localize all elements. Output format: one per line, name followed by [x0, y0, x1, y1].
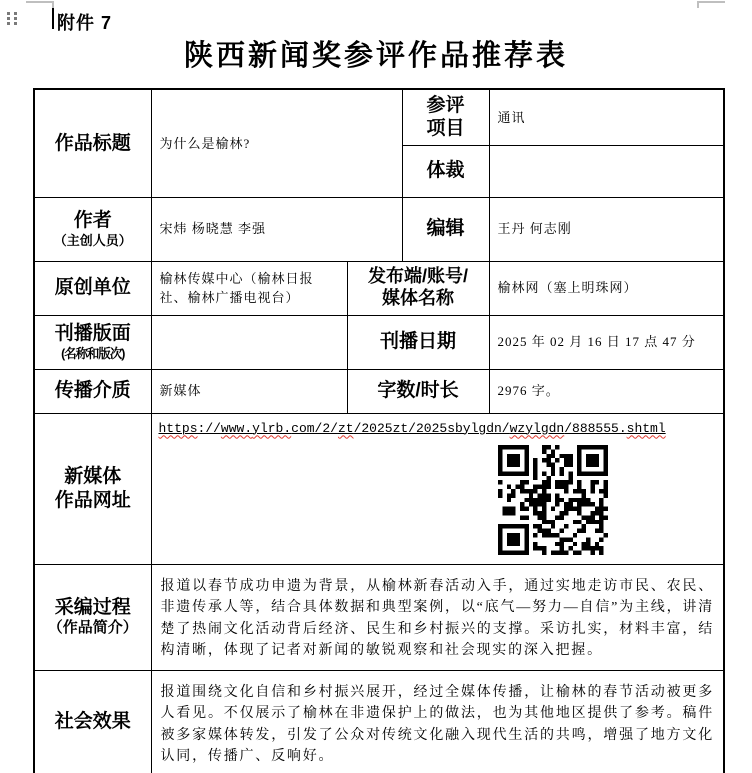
- field-label-word-count[interactable]: 字数/时长: [347, 369, 489, 413]
- author-sublabel: （主创人员）: [53, 232, 132, 248]
- field-value-social-effect[interactable]: 报道围绕文化自信和乡村振兴展开，经过全媒体传播，让榆林的春节活动被更多人看见。不仅展示了榆林在非遗保护上的做法，也为其他地区提供了参考。稿件被多家媒体转发，引发了公众对传统文化融入现代生活的共鸣，增强了地方文化认同，传播广、反响好。: [151, 670, 724, 773]
- publication-page-sublabel: (名称和版次): [61, 345, 125, 361]
- field-label-original-unit[interactable]: 原创单位: [34, 261, 151, 315]
- field-label-editor[interactable]: 编辑: [402, 197, 489, 261]
- field-value-word-count[interactable]: 2976 字。: [489, 369, 724, 413]
- field-value-editor[interactable]: 王丹 何志刚: [489, 197, 724, 261]
- field-label-new-media-url[interactable]: [34, 413, 151, 564]
- field-value-entry-category[interactable]: 通讯: [489, 89, 724, 145]
- field-label-entry-category[interactable]: [402, 89, 489, 145]
- field-value-editing-process[interactable]: 报道以春节成功申遗为背景，从榆林新春活动入手，通过实地走访市民、农民、非遗传承人等，结合具体数据和典型案例，以“底气—努力—自信”为主线，讲清楚了热闹文化活动背后经济、民生和乡村振兴的支撑。采访扎实，材料丰富，结构清晰，体现了记者对新闻的敏锐观察和社会现实的深入把握。: [151, 564, 724, 670]
- new-media-url-line1: 新媒体: [64, 466, 122, 488]
- url-link[interactable]: https://www.ylrb.com/2/zt/2025zt/2025sbylgdn/wzylgdn/888555.shtml: [158, 420, 666, 436]
- qr-code[interactable]: [498, 445, 608, 555]
- field-label-work-title[interactable]: 作品标题: [34, 89, 151, 197]
- field-value-work-title[interactable]: 为什么是榆林?: [151, 89, 402, 197]
- text-boundary-mark-right: [697, 1, 725, 8]
- field-label-editing-process[interactable]: [34, 564, 151, 670]
- field-label-author[interactable]: [34, 197, 151, 261]
- field-label-social-effect[interactable]: 社会效果: [34, 670, 151, 773]
- field-value-medium[interactable]: 新媒体: [151, 369, 347, 413]
- entry-category-line1: 参评: [426, 95, 465, 117]
- field-value-genre[interactable]: [489, 145, 724, 197]
- field-value-author[interactable]: 宋炜 杨晓慧 李强: [151, 197, 402, 261]
- publish-platform-line2: 媒体名称: [382, 288, 454, 308]
- editing-process-label: 采编过程: [54, 597, 131, 619]
- author-label: 作者: [73, 210, 112, 232]
- drag-handle-icon[interactable]: [7, 12, 17, 26]
- publication-page-label: 刊播版面: [54, 323, 131, 345]
- publish-platform-line1: 发布端/账号/: [367, 266, 468, 287]
- field-label-publication-date[interactable]: 刊播日期: [347, 315, 489, 369]
- attachment-label[interactable]: 附件 7: [57, 13, 113, 33]
- field-value-publication-date[interactable]: 2025 年 02 月 16 日 17 点 47 分: [489, 315, 724, 369]
- field-label-genre[interactable]: 体裁: [402, 145, 489, 197]
- new-media-url-line2: 作品网址: [54, 489, 131, 511]
- text-cursor-caret: [52, 8, 54, 29]
- text-boundary-mark-left: [26, 1, 54, 8]
- page-title[interactable]: 陕西新闻奖参评作品推荐表: [183, 40, 568, 72]
- field-value-original-unit[interactable]: 榆林传媒中心（榆林日报社、榆林广播电视台）: [151, 261, 347, 315]
- field-label-medium[interactable]: 传播介质: [34, 369, 151, 413]
- entry-category-line2: 项目: [426, 118, 465, 140]
- field-label-publication-page[interactable]: [34, 315, 151, 369]
- field-value-publication-page[interactable]: [151, 315, 347, 369]
- field-value-new-media-url[interactable]: [151, 413, 724, 564]
- field-value-publish-platform[interactable]: 榆林网（塞上明珠网）: [489, 261, 724, 315]
- editing-process-sublabel: （作品简介）: [47, 619, 138, 637]
- field-label-publish-platform[interactable]: [347, 261, 489, 315]
- recommendation-form-table: [33, 88, 725, 773]
